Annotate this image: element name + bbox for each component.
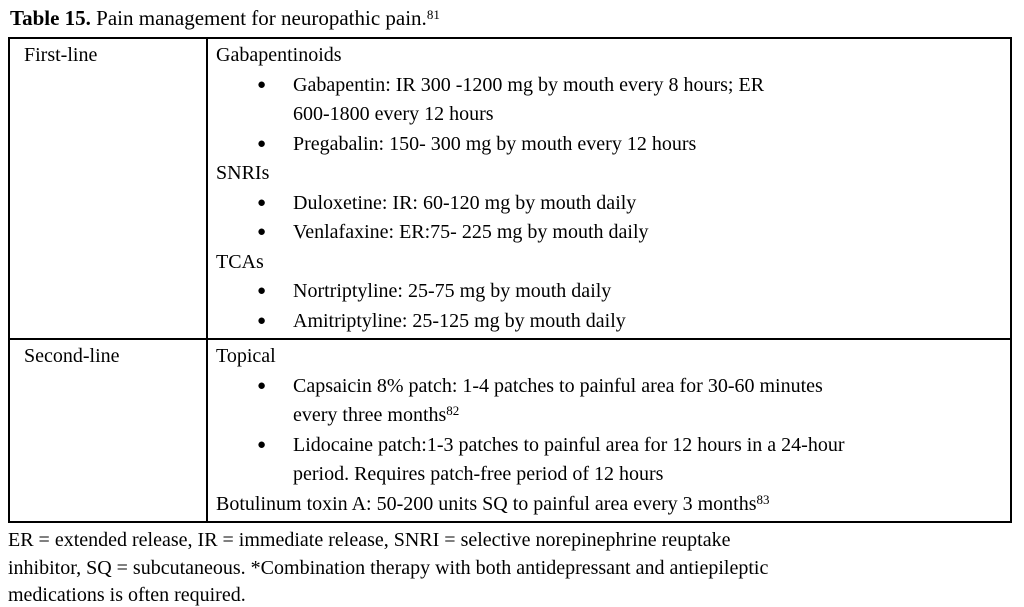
- bullet-marker-icon: ●: [257, 283, 267, 299]
- pain-management-table: [8, 37, 1012, 523]
- pain-table-body: [9, 38, 1011, 522]
- table-caption-text: Pain management for neuropathic pain.: [96, 6, 427, 30]
- drug-class-heading: Gabapentinoids: [216, 44, 342, 66]
- bullet-item: ● Nortriptyline: 25-75 mg by mouth daily: [216, 277, 1002, 307]
- bullet-marker-icon: ●: [257, 224, 267, 240]
- footnote-line: ER = extended release, IR = immediate release, SNRI = selective norepinephrine reuptake: [8, 529, 731, 551]
- treatment-line-cell: First-line: [9, 38, 207, 339]
- drug-class-heading: TCAs: [216, 250, 264, 273]
- bullet-marker-icon: ●: [257, 377, 267, 394]
- table-row: [9, 339, 1011, 522]
- bullet-marker-icon: ●: [257, 135, 267, 152]
- bullet-item: ● Lidocaine patch:1-3 patches to painful area for 12 hours in a 24-hour period. Requires patch-free period of 12 hours: [216, 431, 1002, 490]
- reference-superscript: 82: [446, 403, 460, 419]
- footnote-line: inhibitor, SQ = subcutaneous. *Combination therapy with both antidepressant and antiepileptic: [8, 556, 769, 579]
- bullet-item: ● Amitriptyline: 25-125 mg by mouth daily: [216, 307, 1002, 337]
- bullet-item: ● Duloxetine: IR: 60-120 mg by mouth daily: [216, 189, 1002, 219]
- bullet-marker-icon: ●: [257, 76, 267, 93]
- reference-superscript: 83: [756, 491, 770, 507]
- treatment-line-cell: Second-line: [9, 339, 207, 522]
- bullet-item: ● Pregabalin: 150- 300 mg by mouth every 12 hours: [216, 130, 1002, 160]
- regimen-cell: [207, 38, 1011, 339]
- drug-class-heading: SNRIs: [216, 162, 270, 184]
- table-row: [9, 38, 1011, 339]
- bullet-item: ● Capsaicin 8% patch: 1-4 patches to painful area for 30-60 minutes every three months$^{82}$: [216, 372, 1002, 431]
- footnote-line: medications is often required.: [8, 584, 246, 606]
- caption-reference-superscript: 81: [426, 7, 440, 23]
- bullet-marker-icon: ●: [257, 194, 267, 211]
- bullet-marker-icon: ●: [257, 436, 267, 453]
- bullet-item: ● Venlafaxine: ER:75- 225 mg by mouth daily: [216, 218, 1002, 248]
- regimen-cell: [207, 339, 1011, 522]
- drug-class-heading: Botulinum toxin A: 50-200 units SQ to painful area every 3 months$^{83}$: [216, 491, 770, 515]
- table-caption: [10, 5, 1016, 31]
- bullet-marker-icon: ●: [257, 312, 267, 329]
- table-footnote: [8, 527, 1016, 607]
- table-number: Table 15.: [10, 6, 91, 30]
- bullet-item: ● Gabapentin: IR 300 -1200 mg by mouth every 8 hours; ER 600-1800 every 12 hours: [216, 71, 1002, 130]
- drug-class-heading: Topical: [216, 345, 276, 367]
